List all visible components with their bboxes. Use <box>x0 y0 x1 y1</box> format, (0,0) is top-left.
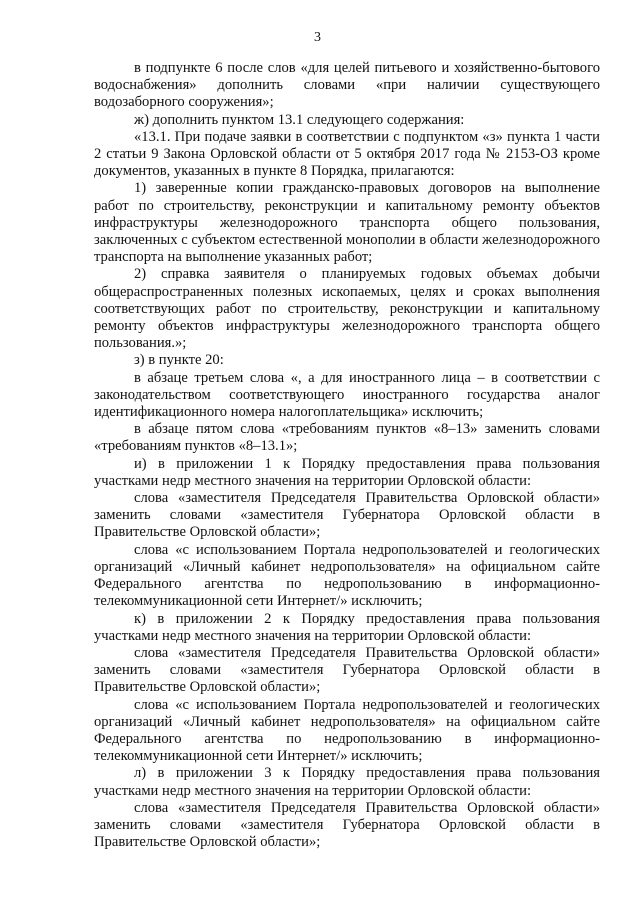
paragraph: к) в приложении 2 к Порядку предоставления права пользования участками недр местного значения на территории Орловской области: <box>94 610 600 644</box>
paragraph: в абзаце третьем слова «, а для иностранного лица – в соответствии с законодательством соответствующего иностранного государства аналог идентификационного номера налогоплательщика» исключить; <box>94 369 600 421</box>
paragraph: слова «заместителя Председателя Правительства Орловской области» заменить словами «заместителя Губернатора Орловской области в Правительстве Орловской области»; <box>94 644 600 696</box>
page-number: 3 <box>314 30 321 45</box>
paragraph: слова «заместителя Председателя Правительства Орловской области» заменить словами «заместителя Губернатора Орловской области в Правительстве Орловской области»; <box>94 799 600 851</box>
paragraph: ж) дополнить пунктом 13.1 следующего содержания: <box>134 111 465 128</box>
paragraph: 2) справка заявителя о планируемых годовых объемах добычи общераспространенных полезных ископаемых, целях и сроках выполнения соответствующих работ по строительству, реконструкции и капитальному ремонту объектов инфраструктуры железнодорожного транспорта общего пользования.»; <box>94 266 600 352</box>
paragraph: в подпункте 6 после слов «для целей питьевого и хозяйственно-бытового водоснабжения» дополнить словами «при наличии существующего водозаборного сооружения»; <box>94 60 600 111</box>
paragraph: з) в пункте 20: <box>134 352 224 369</box>
paragraph: «13.1. При подаче заявки в соответствии с подпунктом «з» пункта 1 части 2 статьи 9 Закона Орловской области от 5 октября 2017 года № 2153-ОЗ кроме документов, указанных в пункте 8 Порядка, прилагаются: <box>94 128 600 180</box>
paragraph: слова «с использованием Портала недропользователей и геологических организаций «Личный кабинет недропользователя» на официальном сайте Федерального агентства по недропользованию в информационно-телекоммуникационной сети Интернет/» исключить; <box>94 541 600 610</box>
paragraph: слова «с использованием Портала недропользователей и геологических организаций «Личный кабинет недропользователя» на официальном сайте Федерального агентства по недропользованию в информационно-телекоммуникационной сети Интернет/» исключить; <box>94 696 600 765</box>
paragraph: 1) заверенные копии гражданско-правовых договоров на выполнение работ по строительству, реконструкции и капитальному ремонту объектов инфраструктуры железнодорожного транспорта общего пользования, заключенных с субъектом естественной монополии в области железнодорожного транспорта на выполнение указанных работ; <box>94 180 600 266</box>
paragraph: слова «заместителя Председателя Правительства Орловской области» заменить словами «заместителя Губернатора Орловской области в Правительстве Орловской области»; <box>94 490 600 541</box>
paragraph: в абзаце пятом слова «требованиям пунктов «8–13» заменить словами «требованиям пунктов «8–13.1»; <box>94 421 600 455</box>
paragraph: л) в приложении 3 к Порядку предоставления права пользования участками недр местного значения на территории Орловской области: <box>94 765 600 799</box>
document-body <box>94 60 600 851</box>
paragraph: и) в приложении 1 к Порядку предоставления права пользования участками недр местного значения на территории Орловской области: <box>94 455 600 489</box>
